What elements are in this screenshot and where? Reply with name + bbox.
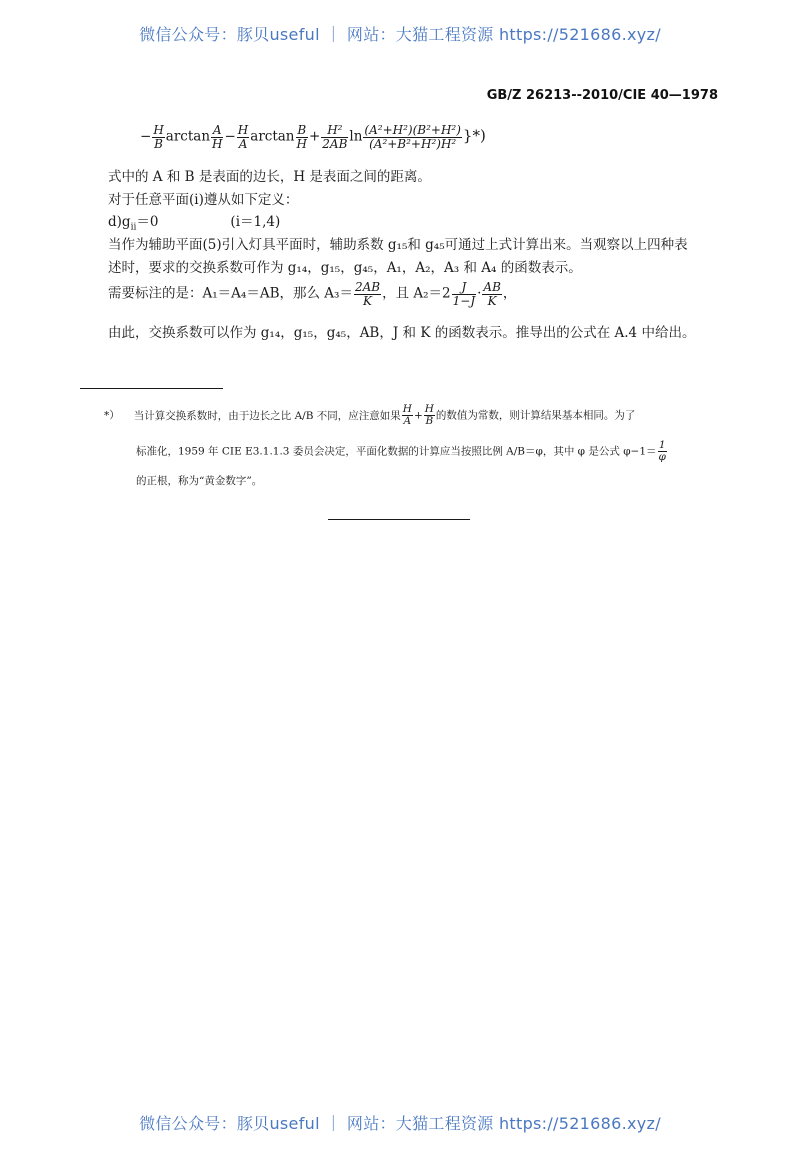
frac-numerator: B bbox=[297, 123, 307, 137]
definition-d bbox=[108, 210, 280, 233]
standard-code: GB/Z 26213--2010/CIE 40—1978 bbox=[486, 88, 718, 103]
frac-denominator: 1−J bbox=[452, 293, 476, 308]
note-text-a: 需要标注的是：A₁＝A₄＝AB，那么 A₃＝ bbox=[108, 285, 353, 302]
def-d-value: ＝0 bbox=[136, 214, 159, 230]
fraction-h2-over-2ab bbox=[321, 124, 348, 150]
frac-numerator: H² bbox=[327, 123, 343, 137]
closing-brace-note: }*) bbox=[462, 126, 486, 145]
def-d-label: d)g bbox=[108, 214, 131, 230]
frac-denominator: K bbox=[363, 293, 372, 308]
multiply-dot: · bbox=[477, 285, 482, 302]
fraction-h-over-a bbox=[402, 404, 413, 427]
definition-line: 式中的 A 和 B 是表面的边长，H 是表面之间的距离。 bbox=[108, 169, 431, 185]
frac-numerator: A bbox=[212, 123, 222, 137]
arctan-label: arctan bbox=[250, 128, 295, 145]
def-d-range: (i＝1,4) bbox=[230, 214, 281, 230]
footnote-line-2 bbox=[136, 440, 668, 463]
plus-sign: + bbox=[413, 409, 423, 422]
minus-sign: − bbox=[224, 128, 236, 145]
paragraph-line-2: 述时，要求的交换系数可作为 g₁₄，g₁₅，g₄₅，A₁，A₂，A₃ 和 A₄ 的函数表示。 bbox=[108, 260, 582, 276]
fraction-log-argument bbox=[363, 124, 462, 150]
def-d-subscript: ii bbox=[130, 222, 137, 233]
fraction-2ab-over-k bbox=[354, 281, 381, 307]
frac-numerator: AB bbox=[483, 280, 501, 294]
watermark-top: 微信公众号：豚贝useful ｜ 网站：大猫工程资源 https://521686.xyz/ bbox=[139, 25, 661, 44]
footnote-text-c: 标准化，1959 年 CIE E3.1.1.3 委员会决定，平面化数据的计算应当按照比例 A/B＝φ，其中 φ 是公式 φ−1＝ bbox=[136, 445, 657, 458]
frac-denominator: φ bbox=[658, 451, 666, 464]
frac-denominator: A bbox=[238, 136, 248, 151]
frac-numerator: (A²+H²)(B²+H²) bbox=[364, 123, 461, 137]
end-rule bbox=[328, 519, 470, 520]
frac-denominator: B bbox=[425, 415, 434, 428]
note-end: ， bbox=[502, 285, 517, 302]
frac-numerator: 2AB bbox=[354, 280, 381, 294]
fraction-h-over-b bbox=[152, 124, 164, 150]
frac-numerator: H bbox=[153, 123, 164, 137]
footnote-marker: *） bbox=[104, 409, 120, 422]
arctan-label: arctan bbox=[165, 128, 211, 145]
frac-numerator: H bbox=[402, 403, 412, 415]
formula-continuation bbox=[140, 124, 486, 150]
fraction-h-over-a bbox=[237, 124, 249, 150]
fraction-h-over-b bbox=[424, 404, 435, 427]
frac-denominator: K bbox=[487, 293, 497, 308]
note-line bbox=[108, 281, 516, 307]
watermark-bottom: 微信公众号：豚贝useful ｜ 网站：大猫工程资源 https://521686.xyz/ bbox=[139, 1114, 661, 1133]
frac-denominator: A bbox=[403, 415, 412, 428]
fraction-a-over-h bbox=[211, 124, 223, 150]
frac-numerator: 1 bbox=[658, 439, 666, 451]
frac-numerator: H bbox=[424, 403, 434, 415]
plus-sign: + bbox=[308, 128, 321, 145]
definition-intro: 对于任意平面(i)遵从如下定义： bbox=[108, 192, 299, 208]
footnote-text-a: 当计算交换系数时，由于边长之比 A/B 不同，应注意如果 bbox=[133, 409, 401, 422]
frac-numerator: J bbox=[461, 280, 467, 294]
fraction-b-over-h bbox=[296, 124, 308, 150]
paragraph-line-1: 当作为辅助平面(5)引入灯具平面时，辅助系数 g₁₅和 g₄₅可通过上式计算出来。当观察以上四种表 bbox=[108, 237, 688, 253]
conclusion-line: 由此，交换系数可以作为 g₁₄，g₁₅，g₄₅，AB，J 和 K 的函数表示。推导出的公式在 A.4 中给出。 bbox=[108, 325, 696, 341]
footnote-separator bbox=[80, 388, 223, 389]
frac-numerator: H bbox=[237, 123, 249, 137]
minus-sign: − bbox=[140, 128, 152, 145]
footnote-text-b: 的数值为常数，则计算结果基本相同。为了 bbox=[435, 409, 636, 422]
footnote-line-1 bbox=[104, 404, 635, 427]
footnote-line-3: 的正根，称为“黄金数字”。 bbox=[136, 475, 263, 487]
frac-denominator: H bbox=[212, 136, 223, 151]
frac-denominator: 2AB bbox=[322, 136, 348, 151]
fraction-j-over-1-minus-j bbox=[452, 281, 477, 307]
note-text-b: ，且 A₂＝2 bbox=[382, 285, 451, 302]
fraction-1-over-phi bbox=[658, 440, 667, 463]
frac-denominator: (A²+B²+H²)H² bbox=[369, 136, 457, 151]
ln-label: ln bbox=[349, 128, 363, 145]
fraction-ab-over-k bbox=[482, 281, 501, 307]
frac-denominator: B bbox=[154, 136, 163, 151]
frac-denominator: H bbox=[296, 136, 307, 151]
